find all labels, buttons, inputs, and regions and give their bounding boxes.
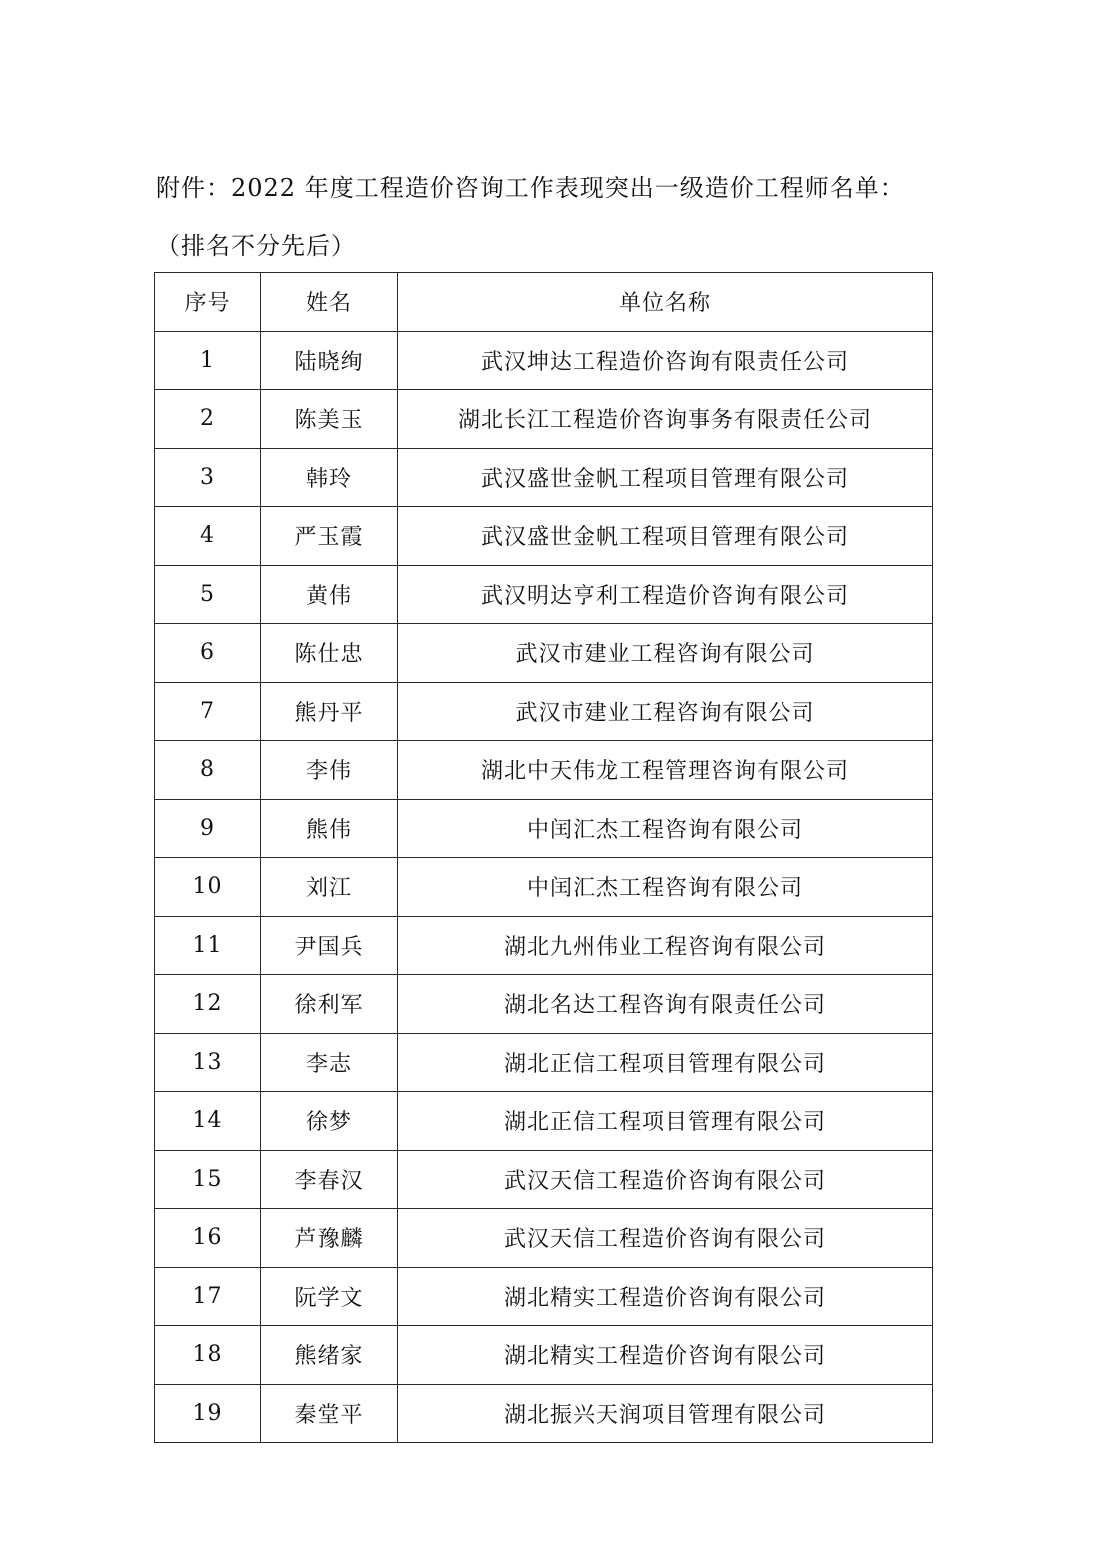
cell-index: 1 — [155, 331, 261, 390]
cell-company: 武汉坤达工程造价咨询有限责任公司 — [398, 331, 933, 390]
cell-company: 湖北长江工程造价咨询事务有限责任公司 — [398, 390, 933, 449]
cell-name: 阮学文 — [261, 1267, 398, 1326]
cell-company: 湖北振兴天润项目管理有限公司 — [398, 1384, 933, 1443]
cell-name: 韩玲 — [261, 448, 398, 507]
cell-company: 湖北正信工程项目管理有限公司 — [398, 1092, 933, 1151]
cell-name: 严玉霞 — [261, 507, 398, 566]
cell-name: 李春汉 — [261, 1150, 398, 1209]
cell-name: 李志 — [261, 1033, 398, 1092]
table-row — [155, 1384, 933, 1443]
cell-company: 武汉盛世金帆工程项目管理有限公司 — [398, 507, 933, 566]
table-row — [155, 741, 933, 800]
header-name: 姓名 — [261, 273, 398, 332]
cell-name: 陈美玉 — [261, 390, 398, 449]
cell-name: 秦堂平 — [261, 1384, 398, 1443]
cell-index: 5 — [155, 565, 261, 624]
cell-name: 徐利军 — [261, 975, 398, 1034]
engineer-list-table — [154, 272, 933, 1443]
table-header — [155, 273, 933, 332]
cell-company: 武汉天信工程造价咨询有限公司 — [398, 1150, 933, 1209]
table-row — [155, 448, 933, 507]
cell-index: 10 — [155, 858, 261, 917]
cell-index: 11 — [155, 916, 261, 975]
cell-company: 湖北正信工程项目管理有限公司 — [398, 1033, 933, 1092]
cell-name: 熊绪家 — [261, 1326, 398, 1385]
cell-name: 黄伟 — [261, 565, 398, 624]
cell-company: 武汉天信工程造价咨询有限公司 — [398, 1209, 933, 1268]
cell-index: 19 — [155, 1384, 261, 1443]
cell-index: 7 — [155, 682, 261, 741]
document-title: 附件：2022 年度工程造价咨询工作表现突出一级造价工程师名单： — [156, 174, 905, 202]
cell-company: 湖北中天伟龙工程管理咨询有限公司 — [398, 741, 933, 800]
cell-name: 熊伟 — [261, 799, 398, 858]
cell-company: 湖北九州伟业工程咨询有限公司 — [398, 916, 933, 975]
table-row — [155, 390, 933, 449]
cell-name: 刘江 — [261, 858, 398, 917]
document-subtitle: （排名不分先后） — [156, 232, 356, 260]
table-row — [155, 1209, 933, 1268]
cell-index: 3 — [155, 448, 261, 507]
cell-index: 17 — [155, 1267, 261, 1326]
table-row — [155, 1267, 933, 1326]
cell-company: 武汉明达亨利工程造价咨询有限公司 — [398, 565, 933, 624]
cell-company: 中闰汇杰工程咨询有限公司 — [398, 858, 933, 917]
cell-index: 16 — [155, 1209, 261, 1268]
cell-index: 6 — [155, 624, 261, 683]
cell-name: 尹国兵 — [261, 916, 398, 975]
cell-company: 湖北精实工程造价咨询有限公司 — [398, 1267, 933, 1326]
table-row — [155, 1092, 933, 1151]
cell-index: 8 — [155, 741, 261, 800]
table-row — [155, 799, 933, 858]
engineer-list-table-wrapper — [154, 272, 932, 1443]
cell-index: 4 — [155, 507, 261, 566]
table-row — [155, 916, 933, 975]
table-row — [155, 682, 933, 741]
cell-company: 湖北精实工程造价咨询有限公司 — [398, 1326, 933, 1385]
cell-index: 12 — [155, 975, 261, 1034]
cell-name: 李伟 — [261, 741, 398, 800]
table-row — [155, 624, 933, 683]
cell-company: 湖北名达工程咨询有限责任公司 — [398, 975, 933, 1034]
cell-name: 陆晓绚 — [261, 331, 398, 390]
header-index: 序号 — [155, 273, 261, 332]
cell-index: 2 — [155, 390, 261, 449]
cell-company: 武汉盛世金帆工程项目管理有限公司 — [398, 448, 933, 507]
cell-name: 芦豫麟 — [261, 1209, 398, 1268]
cell-index: 14 — [155, 1092, 261, 1151]
cell-name: 徐梦 — [261, 1092, 398, 1151]
cell-name: 陈仕忠 — [261, 624, 398, 683]
table-row — [155, 975, 933, 1034]
table-row — [155, 565, 933, 624]
cell-index: 9 — [155, 799, 261, 858]
cell-company: 武汉市建业工程咨询有限公司 — [398, 624, 933, 683]
table-row — [155, 331, 933, 390]
cell-name: 熊丹平 — [261, 682, 398, 741]
cell-company: 武汉市建业工程咨询有限公司 — [398, 682, 933, 741]
cell-index: 18 — [155, 1326, 261, 1385]
table-row — [155, 507, 933, 566]
table-row — [155, 1033, 933, 1092]
cell-index: 15 — [155, 1150, 261, 1209]
table-body — [155, 331, 933, 1443]
table-row — [155, 1326, 933, 1385]
table-row — [155, 858, 933, 917]
table-header-row — [155, 273, 933, 332]
cell-index: 13 — [155, 1033, 261, 1092]
header-company: 单位名称 — [398, 273, 933, 332]
cell-company: 中闰汇杰工程咨询有限公司 — [398, 799, 933, 858]
table-row — [155, 1150, 933, 1209]
